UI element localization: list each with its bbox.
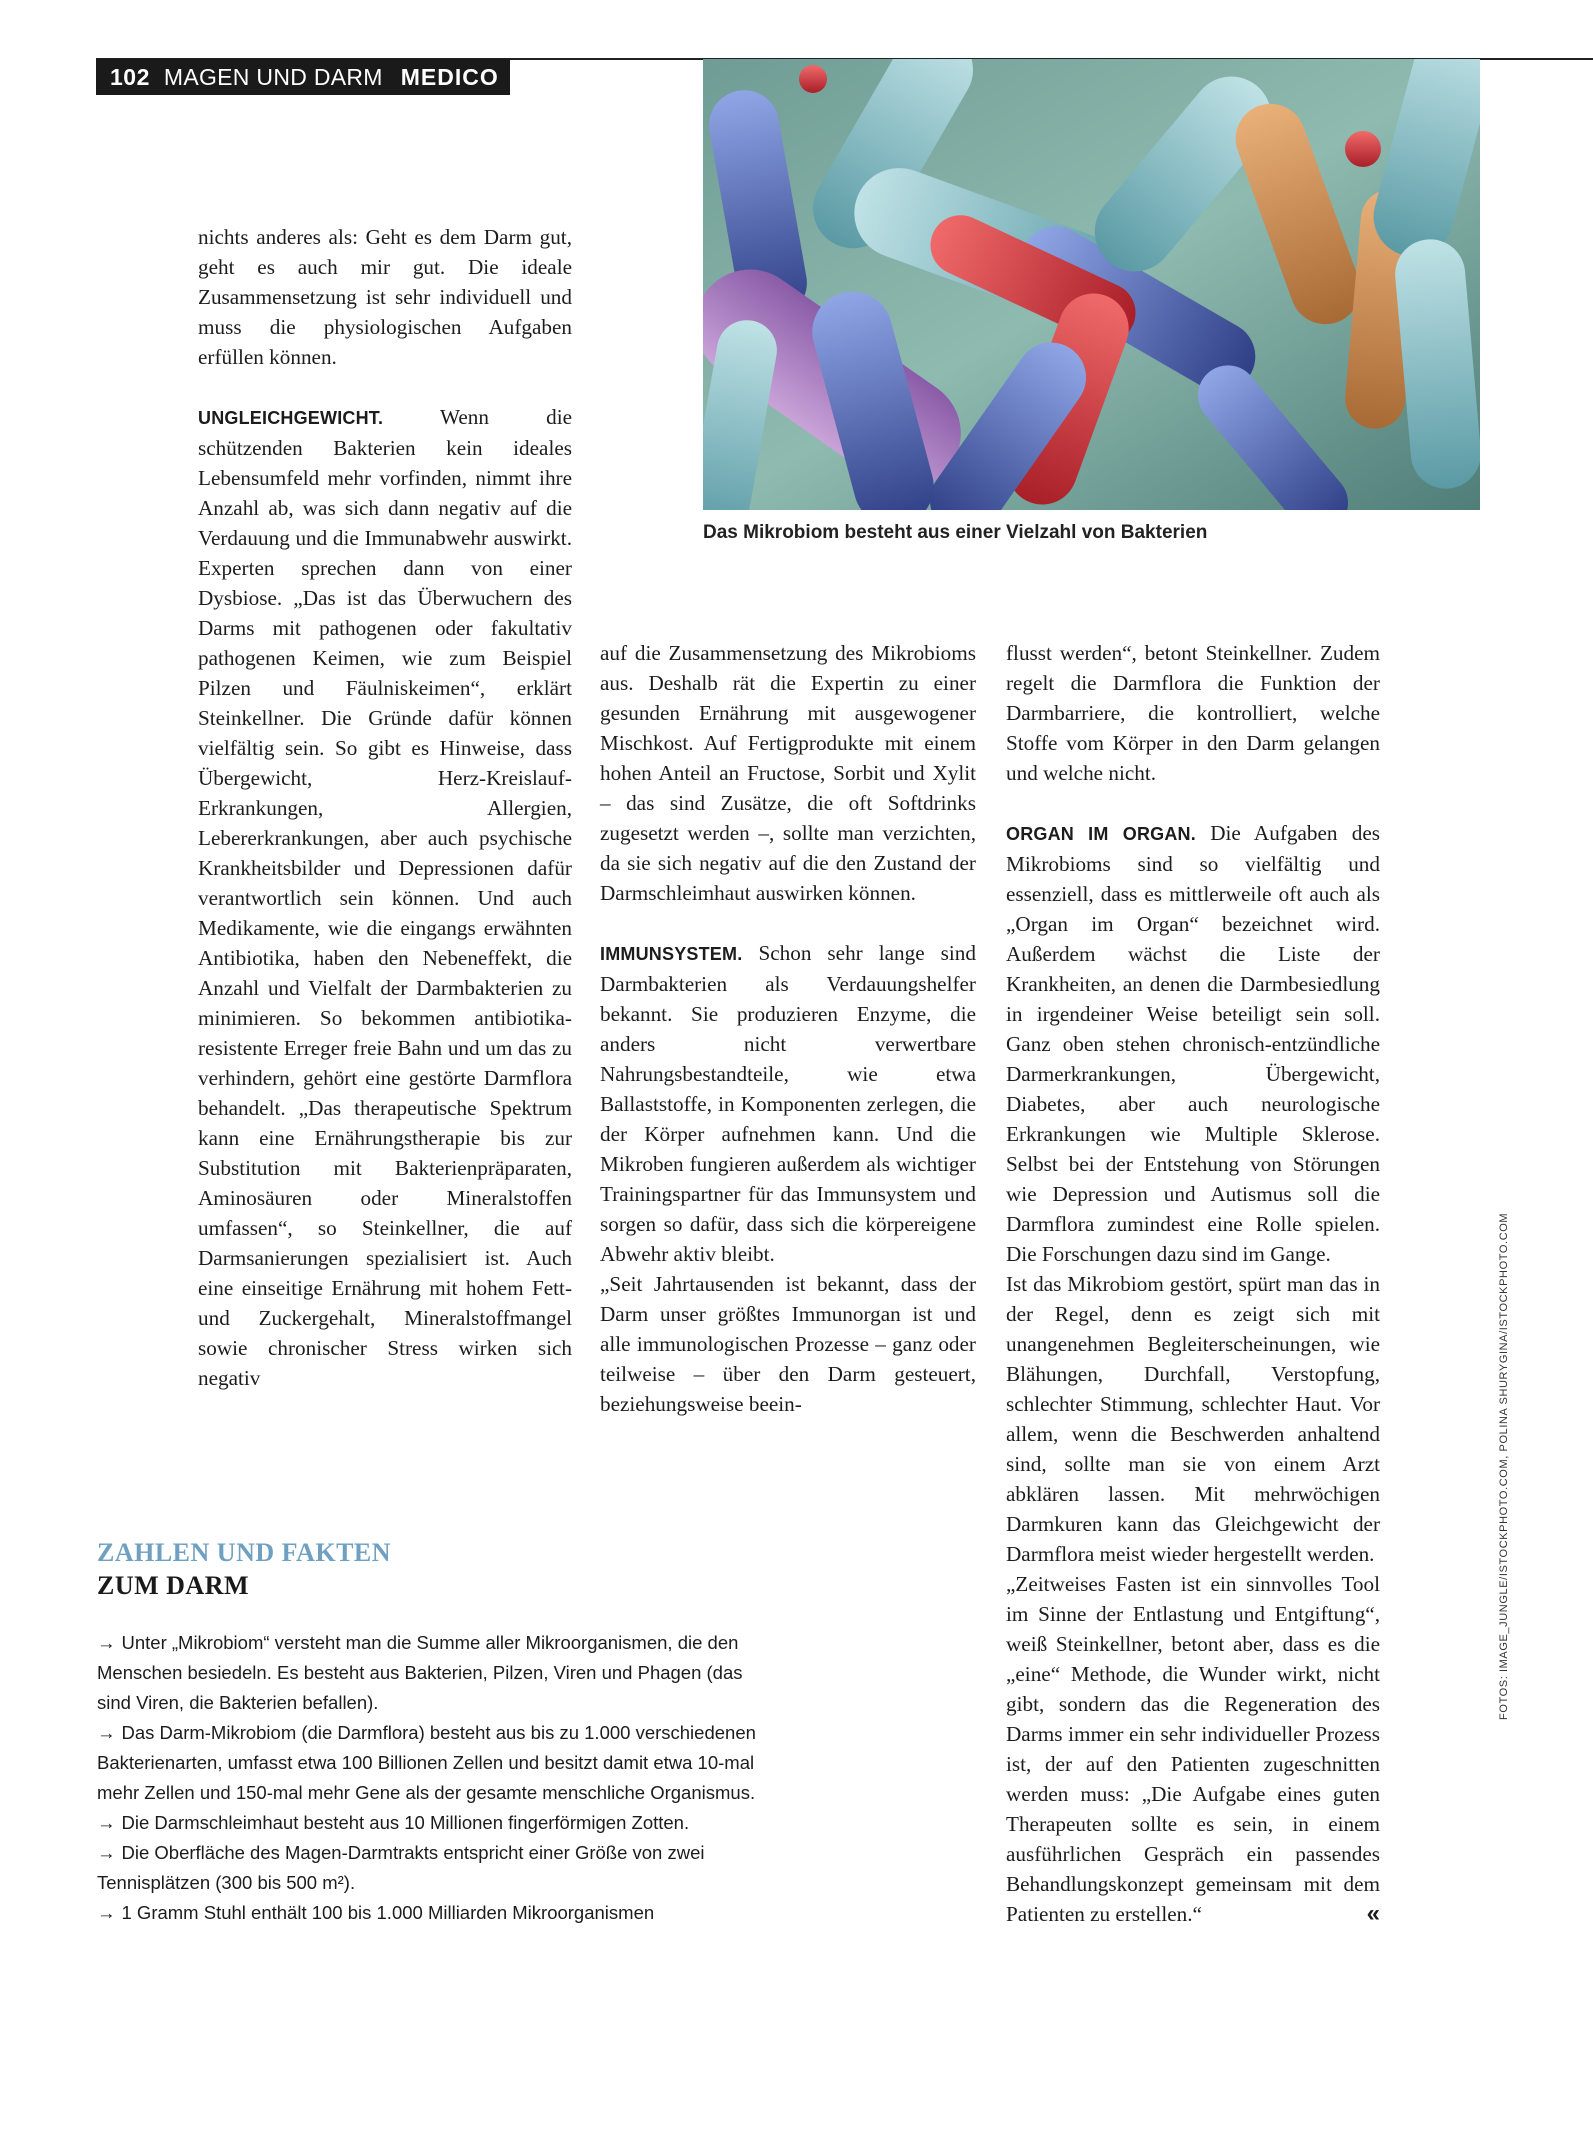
fact-item: → Das Darm-Mikrobiom (die Darmflora) besteht aus bis zu 1.000 verschiedenen Bakterienarten, umfasst etwa 100 Billionen Zellen und besitzt damit etwa 10-mal mehr Zellen und 150-mal mehr Gene als der gesamte menschliche Organismus. — [97, 1722, 756, 1803]
text-column-2 — [600, 638, 976, 1419]
arrow-icon: → — [97, 1842, 116, 1863]
section-title: MAGEN UND DARM — [163, 63, 383, 90]
facts-box — [97, 1628, 777, 1928]
arrow-icon: → — [97, 1722, 116, 1743]
text-column-1 — [198, 222, 572, 1393]
paragraph-text: Wenn die schützenden Bakterien kein ideales Lebensumfeld mehr vorfinden, nimmt ihre Anzahl ab, was sich dann negativ auf die Verdauung und die Immunabwehr auswirkt. Experten sprechen dann von einer Dysbiose. „Das ist das Überwuchern des Darms mit pathogenen oder fakultativ pathogenen Keimen, wie zum Beispiel Pilzen und Fäulniskeimen“, erklärt Steinkellner. Die Gründe dafür können vielfältig sein. So gibt es Hinweise, dass Übergewicht, Herz-Kreislauf-Erkrankungen, Allergien, Lebererkrankungen, aber auch psychische Krankheitsbilder und Depressionen dafür verantwortlich sein können. Und auch Medikamente, wie die eingangs erwähnten Antibiotika, haben den Nebeneffekt, die Anzahl und Vielfalt der Darmbakterien zu minimieren. So bekommen antibiotika-resistente Erreger freie Bahn und um das zu verhindern, gehört eine gestörte Darmflora behandelt. „Das therapeutische Spektrum kann eine Ernährungstherapie bis zur Substitution mit Bakterienpräparaten, Aminosäuren oder Mineralstoffen umfassen“, so Steinkellner, die auf Darmsanierungen spezialisiert ist. Auch eine einseitige Ernährung mit hohem Fett- und Zuckergehalt, Mineralstoffmangel sowie chronischer Stress wirken sich negativ — [198, 405, 572, 1390]
paragraph — [1006, 818, 1380, 1269]
facts-title: ZAHLEN UND FAKTEN — [97, 1538, 392, 1567]
fact-item: → Unter „Mikrobiom“ versteht man die Summe aller Mikroorganismen, die den Menschen besiedeln. Es besteht aus Bakterien, Pilzen, Viren und Phagen (das sind Viren, die Bakterien befallen). — [97, 1632, 743, 1713]
photo-credit: FOTOS: IMAGE_JUNGLE/ISTOCKPHOTO.COM, POLINA SHURYGINA/ISTOCKPHOTO.COM — [1498, 1212, 1510, 1720]
paragraph-text: „Zeitweises Fasten ist ein sinnvolles Tool im Sinne der Entlastung und Entgiftung“, weiß Steinkellner, betont aber, dass es die „eine“ Methode, die Wunder wirkt, nicht gibt, sondern das die Regeneration des Darms immer ein sehr individueller Prozess ist, der auf den Patienten zugeschnitten werden muss: „Die Aufgabe eines guten Therapeuten sollte es sein, in einem ausführlichen Gespräch ein passendes Behandlungskonzept gemeinsam mit dem Patienten zu erstellen.“ — [1006, 1572, 1380, 1926]
paragraph-text: Die Aufgaben des Mikrobioms sind so vielfältig und essenziell, dass es mittlerweile oft auch als „Organ im Organ“ bezeichnet wird. Außerdem wächst die Liste der Krankheiten, an denen die Darmbesiedlung in irgendeiner Weise beteiligt sein soll. Ganz oben stehen chronisch-entzündliche Darmerkrankungen, Übergewicht, Diabetes, aber auch neurologische Erkrankungen wie Multiple Sklerose. Selbst bei der Entstehung von Störungen wie Depression und Autismus soll die Darmflora zumindest eine Rolle spielen. Die Forschungen dazu sind im Gange. — [1006, 821, 1380, 1266]
fact-item: → Die Darmschleimhaut besteht aus 10 Millionen fingerförmigen Zotten. — [97, 1812, 690, 1833]
running-head — [96, 59, 510, 95]
paragraph: „Seit Jahrtausenden ist bekannt, dass der Darm unser größtes Immunorgan ist und alle immunologischen Prozesse – ganz oder teilweise – über den Darm gesteuert, beziehungsweise beein- — [600, 1272, 976, 1416]
page-number: 102 — [110, 63, 150, 90]
end-mark: « — [1366, 1900, 1380, 1927]
section-heading: UNGLEICHGEWICHT. — [198, 408, 384, 428]
text-column-3 — [1006, 638, 1380, 1929]
paragraph — [600, 938, 976, 1269]
paragraph: nichts anderes als: Geht es dem Darm gut, geht es auch mir gut. Die ideale Zusammensetzung ist sehr individuell und muss die physiologischen Aufgaben erfüllen können. — [198, 225, 572, 369]
paragraph: Ist das Mikrobiom gestört, spürt man das in der Regel, denn es zeigt sich mit unangenehmen Begleiterscheinungen, wie Blähungen, Durchfall, Verstopfung, schlechter Stimmung, schlechter Haut. Vor allem, wenn die Beschwerden anhaltend sind, sollte man sie von einem Arzt abklären lassen. Mit mehrwöchigen Darmkuren kann das Gleichgewicht der Darmflora meist wieder hergestellt werden. — [1006, 1272, 1380, 1566]
section-heading: IMMUNSYSTEM. — [600, 944, 743, 964]
arrow-icon: → — [97, 1632, 116, 1653]
fact-item: → Die Oberfläche des Magen-Darmtrakts entspricht einer Größe von zwei Tennisplätzen (300 bis 500 m²). — [97, 1842, 705, 1893]
arrow-icon: → — [97, 1812, 116, 1833]
paragraph — [1006, 1569, 1380, 1929]
magazine-name: MEDICO — [400, 63, 499, 90]
section-heading: ORGAN IM ORGAN. — [1006, 824, 1196, 844]
paragraph: flusst werden“, betont Steinkellner. Zudem regelt die Darmflora die Funktion der Darmbarriere, die kontrolliert, welche Stoffe vom Körper in den Darm gelangen und welche nicht. — [1006, 641, 1380, 785]
image-caption: Das Mikrobiom besteht aus einer Vielzahl von Bakterien — [703, 522, 1208, 543]
paragraph-text: Schon sehr lange sind Darmbakterien als Verdauungshelfer bekannt. Sie produzieren Enzyme, die anders nicht verwertbare Nahrungsbestandteile, wie etwa Ballaststoffe, in Komponenten zerlegen, die der Körper aufnehmen kann. Und die Mikroben fungieren außerdem als wichtiger Trainingspartner für das Immunsystem und sorgen so dafür, dass sich die körpereigene Abwehr aktiv bleibt. — [600, 941, 976, 1266]
bacteria-image — [703, 59, 1480, 510]
paragraph — [198, 402, 572, 1393]
arrow-icon: → — [97, 1902, 116, 1923]
fact-item: → 1 Gramm Stuhl enthält 100 bis 1.000 Milliarden Mikroorganismen — [97, 1902, 655, 1923]
facts-subtitle: ZUM DARM — [97, 1571, 250, 1600]
paragraph: auf die Zusammensetzung des Mikrobioms aus. Deshalb rät die Expertin zu einer gesunden Ernährung mit ausgewogener Mischkost. Auf Fertigprodukte mit einem hohen Anteil an Fructose, Sorbit und Xylit – das sind Zusätze, die oft Softdrinks zugesetzt werden –, sollte man verzichten, da sie sich negativ auf die den Zustand der Darmschleimhaut auswirken können. — [600, 641, 976, 905]
